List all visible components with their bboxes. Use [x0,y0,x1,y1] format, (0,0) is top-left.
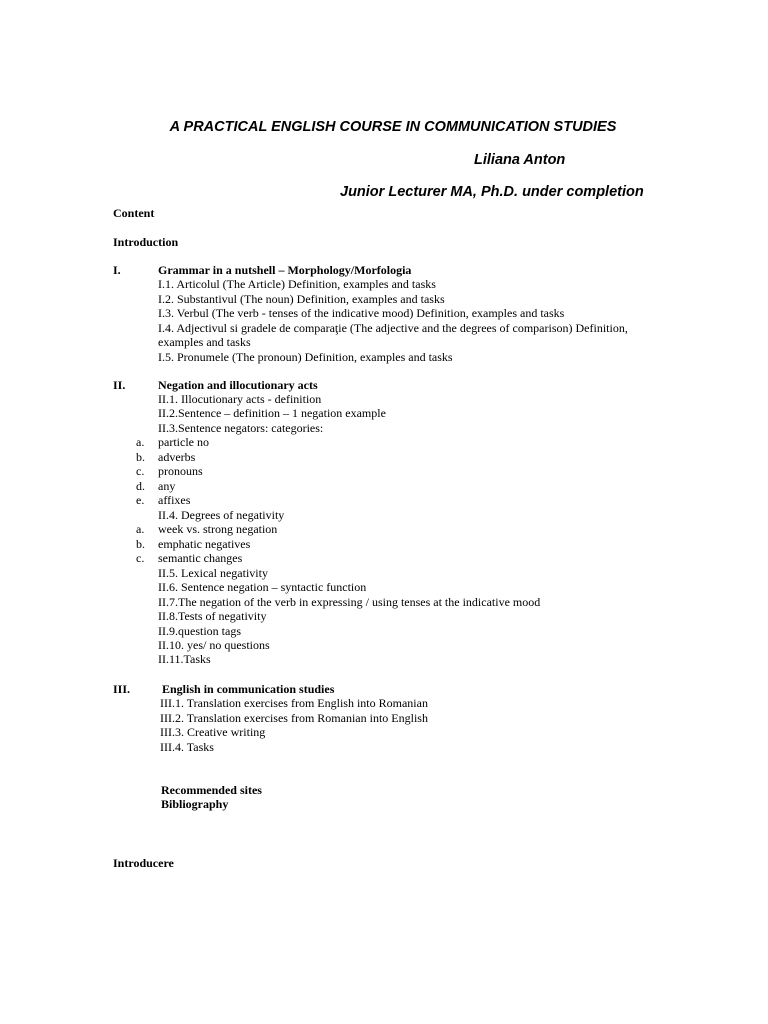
list-letter: a. [136,435,145,450]
list-item: week vs. strong negation [158,522,278,537]
list-letter: c. [136,551,145,566]
toc-item: II.10. yes/ no questions [158,637,270,652]
list-letter: b. [136,536,145,551]
toc-item: II.6. Sentence negation – syntactic function [158,580,367,595]
content-heading: Content [113,206,155,220]
document-title: A PRACTICAL ENGLISH COURSE IN COMMUNICATION STUDIES [169,119,617,135]
list-item: particle no [158,435,209,450]
toc-item-continuation: examples and tasks [158,335,251,349]
section-numeral-i: I. [113,263,121,277]
toc-item: II.2.Sentence – definition – 1 negation example [158,406,386,421]
bibliography-heading: Bibliography [161,797,229,811]
section-numeral-iii: III. [113,682,131,696]
toc-item: I.4. Adjectivul si gradele de comparaţie (The adjective and the degrees of comparison) Definition, [158,320,628,335]
toc-item: I.2. Substantivul (The noun) Definition, examples and tasks [158,291,445,306]
list-letter: a. [136,522,145,537]
toc-item: III.2. Translation exercises from Romanian into English [160,710,428,725]
toc-item: II.5. Lexical negativity [158,565,268,580]
introducere-heading: Introducere [113,856,174,870]
list-item: pronouns [158,464,203,479]
section-title-iii: English in communication studies [162,682,335,696]
toc-item: I.3. Verbul (The verb - tenses of the indicative mood) Definition, examples and tasks [158,306,565,320]
toc-item: II.9.question tags [158,623,241,638]
introduction-heading: Introduction [113,235,179,249]
toc-item: I.1. Articolul (The Article) Definition, examples and tasks [158,277,436,291]
toc-item: III.4. Tasks [160,739,214,754]
section-numeral-ii: II. [113,378,126,392]
toc-item: II.11.Tasks [158,652,211,667]
list-letter: e. [136,493,145,508]
author-position: Junior Lecturer MA, Ph.D. under completion [340,184,644,200]
toc-item: III.1. Translation exercises from English into Romanian [160,696,428,710]
author-name: Liliana Anton [474,152,566,168]
recommended-sites-heading: Recommended sites [161,783,262,797]
section-title-ii: Negation and illocutionary acts [158,378,318,392]
list-item: affixes [158,493,191,508]
toc-item: II.8.Tests of negativity [158,609,267,624]
toc-item: II.3.Sentence negators: categories: [158,420,324,435]
list-letter: d. [136,478,145,493]
list-item: emphatic negatives [158,536,251,551]
section-title-i: Grammar in a nutshell – Morphology/Morfologia [158,263,412,277]
list-item: semantic changes [158,551,243,566]
list-item: adverbs [158,449,196,464]
toc-item: I.5. Pronumele (The pronoun) Definition, examples and tasks [158,349,453,364]
toc-item: III.3. Creative writing [160,725,266,739]
toc-item: II.4. Degrees of negativity [158,507,285,522]
list-letter: b. [136,449,145,464]
list-item: any [158,478,176,493]
list-letter: c. [136,464,145,479]
toc-item: II.1. Illocutionary acts - definition [158,392,322,406]
toc-item: II.7.The negation of the verb in expressing / using tenses at the indicative mood [158,594,541,609]
